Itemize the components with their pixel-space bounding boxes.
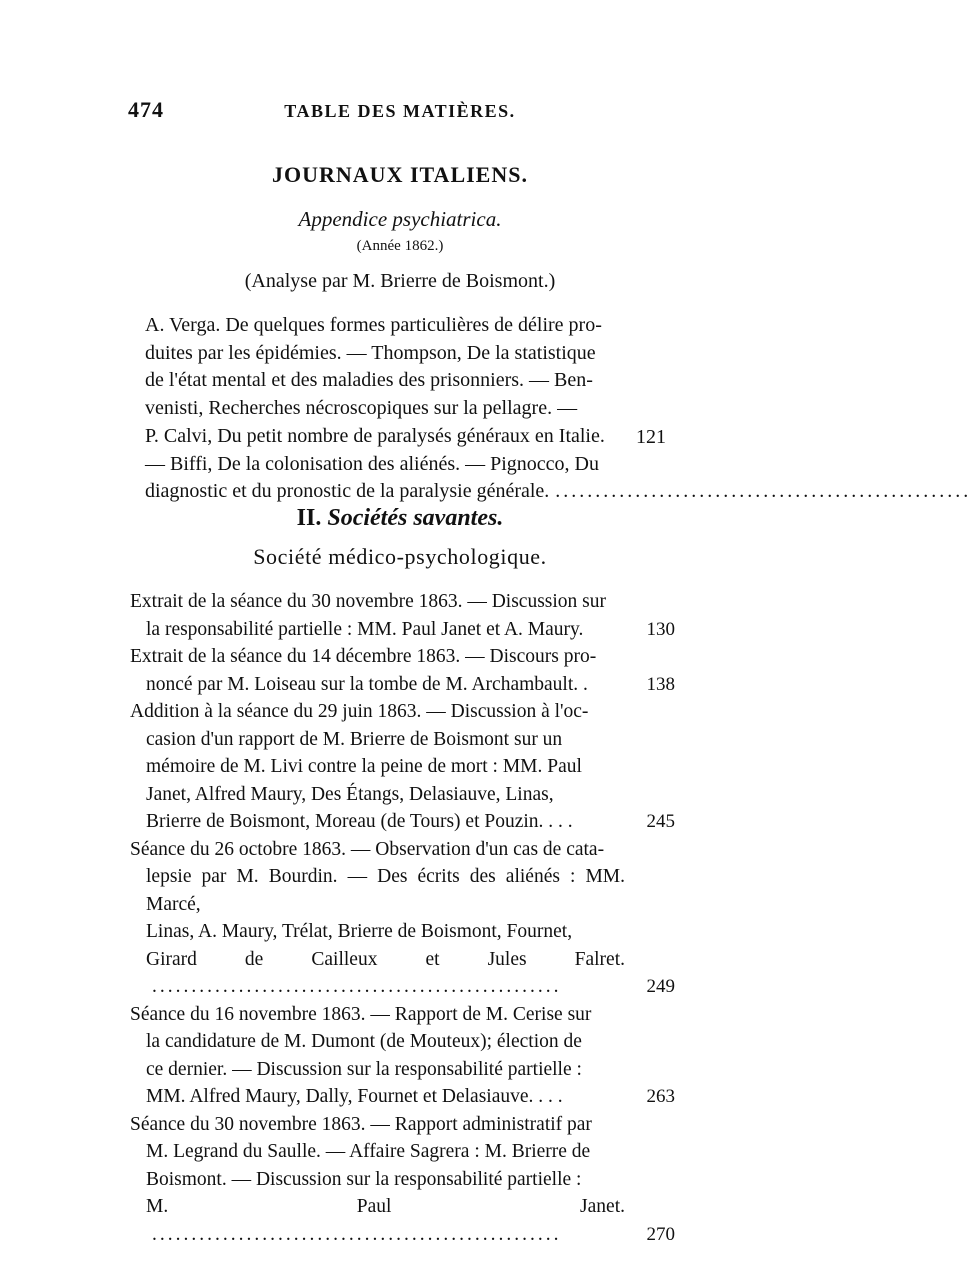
entry-line: Linas, A. Maury, Trélat, Brierre de Boismont, Fournet, (146, 921, 573, 942)
entry-line: Addition à la séance du 29 juin 1863. — Discussion à l'oc- (130, 701, 589, 722)
entry-page: 138 (646, 673, 675, 695)
paragraph-last-line (145, 478, 971, 506)
entry-line: noncé par M. Loiseau sur la tombe de M. Archambault. . (146, 673, 588, 695)
paragraph-line: diagnostic et du pronostic de la paralysie générale. (145, 480, 550, 503)
entry-line: la responsabilité partielle : MM. Paul Janet et A. Maury. (146, 618, 584, 640)
entry-line: Extrait de la séance du 14 décembre 1863. — Discours pro- (130, 646, 597, 667)
journal-title: Appendice psychiatrica. (298, 207, 502, 231)
entries-list (130, 588, 675, 1248)
entry-line: Extrait de la séance du 30 novembre 1863. — Discussion sur (130, 591, 607, 612)
toc-entry (130, 588, 675, 643)
paragraph-line: P. Calvi, Du petit nombre de paralysés généraux en Italie. (145, 424, 605, 447)
entry-text (130, 643, 625, 698)
page-reference: 121 (636, 426, 666, 448)
entry-page: 263 (646, 1086, 675, 1107)
entry-line: la candidature de M. Dumont (de Mouteux); élection de (146, 1031, 582, 1052)
entry-text (130, 588, 625, 643)
paragraph-line: — Biffi, De la colonisation des aliénés. — Pignocco, Du (145, 452, 599, 475)
entry-line: M. Legrand du Saulle. — Affaire Sagrera : M. Brierre de (146, 1141, 591, 1162)
paragraph-line: de l'état mental et des maladies des prisonniers. — Ben- (145, 369, 593, 392)
paragraph-line: duites par les épidémies. — Thompson, De la statistique (145, 341, 596, 364)
society-title: Société médico-psychologique. (253, 544, 547, 569)
entry-line: Boismont. — Discussion sur la responsabilité partielle : (146, 1168, 582, 1190)
entry-last-line (130, 946, 625, 1001)
toc-entry (130, 836, 675, 1001)
entry-text (130, 698, 625, 836)
toc-entry (130, 1001, 675, 1111)
paragraph-line: venisti, Recherches nécroscopiques sur la pellagre. — (145, 397, 578, 420)
entry-line: ce dernier. — Discussion sur la responsabilité partielle : (146, 1058, 582, 1080)
entry-text (130, 1001, 625, 1111)
entry-line: mémoire de M. Livi contre la peine de mort : MM. Paul (146, 756, 582, 777)
leader-dots: .................................................... (152, 976, 562, 997)
entry-line: MM. Alfred Maury, Dally, Fournet et Delasiauve. . . . (146, 1086, 563, 1107)
journal-year: (Année 1862.) (356, 238, 444, 254)
entry-last-line (130, 1193, 625, 1248)
toc-entry (130, 1111, 675, 1249)
entry-line: Séance du 30 novembre 1863. — Rapport administratif par (130, 1113, 592, 1135)
leader-dots: .................................................... (555, 480, 971, 503)
section-title: JOURNAUX ITALIENS. (272, 162, 528, 187)
entry-line: Girard de Cailleux et Jules Falret. (146, 948, 625, 970)
entry-text (130, 836, 625, 1001)
toc-entry (130, 643, 675, 698)
leader-dots: .................................................... (152, 1223, 562, 1245)
part-number: II. (296, 505, 322, 531)
entry-line: Brierre de Boismont, Moreau (de Tours) et Pouzin. . . . (146, 811, 573, 832)
entry-line: lepsie par M. Bourdin. — Des écrits des aliénés : MM. Marcé, (146, 866, 625, 915)
part-title: Sociétés savantes. (327, 505, 504, 531)
entry-line: Janet, Alfred Maury, Des Étangs, Delasiauve, Linas, (146, 783, 554, 805)
analysis-credit: (Analyse par M. Brierre de Boismont.) (244, 270, 556, 292)
entry-line: Séance du 26 octobre 1863. — Observation d'un cas de cata- (130, 838, 605, 860)
entry-line: casion d'un rapport de M. Brierre de Boismont sur un (146, 728, 563, 750)
entry-line: M. Paul Janet. (146, 1196, 625, 1217)
part-heading (0, 505, 800, 532)
running-title: TABLE DES MATIÈRES. (284, 101, 516, 121)
entry-page: 245 (646, 811, 675, 832)
entry-line: Séance du 16 novembre 1863. — Rapport de M. Cerise sur (130, 1003, 592, 1025)
entry-page: 270 (646, 1223, 675, 1245)
toc-entry (130, 698, 675, 836)
page-number: 474 (128, 97, 164, 122)
entry-text (130, 1111, 625, 1249)
paragraph-line: A. Verga. De quelques formes particulières de délire pro- (145, 314, 602, 336)
entry-page: 249 (646, 976, 675, 997)
entry-page: 130 (646, 618, 675, 640)
